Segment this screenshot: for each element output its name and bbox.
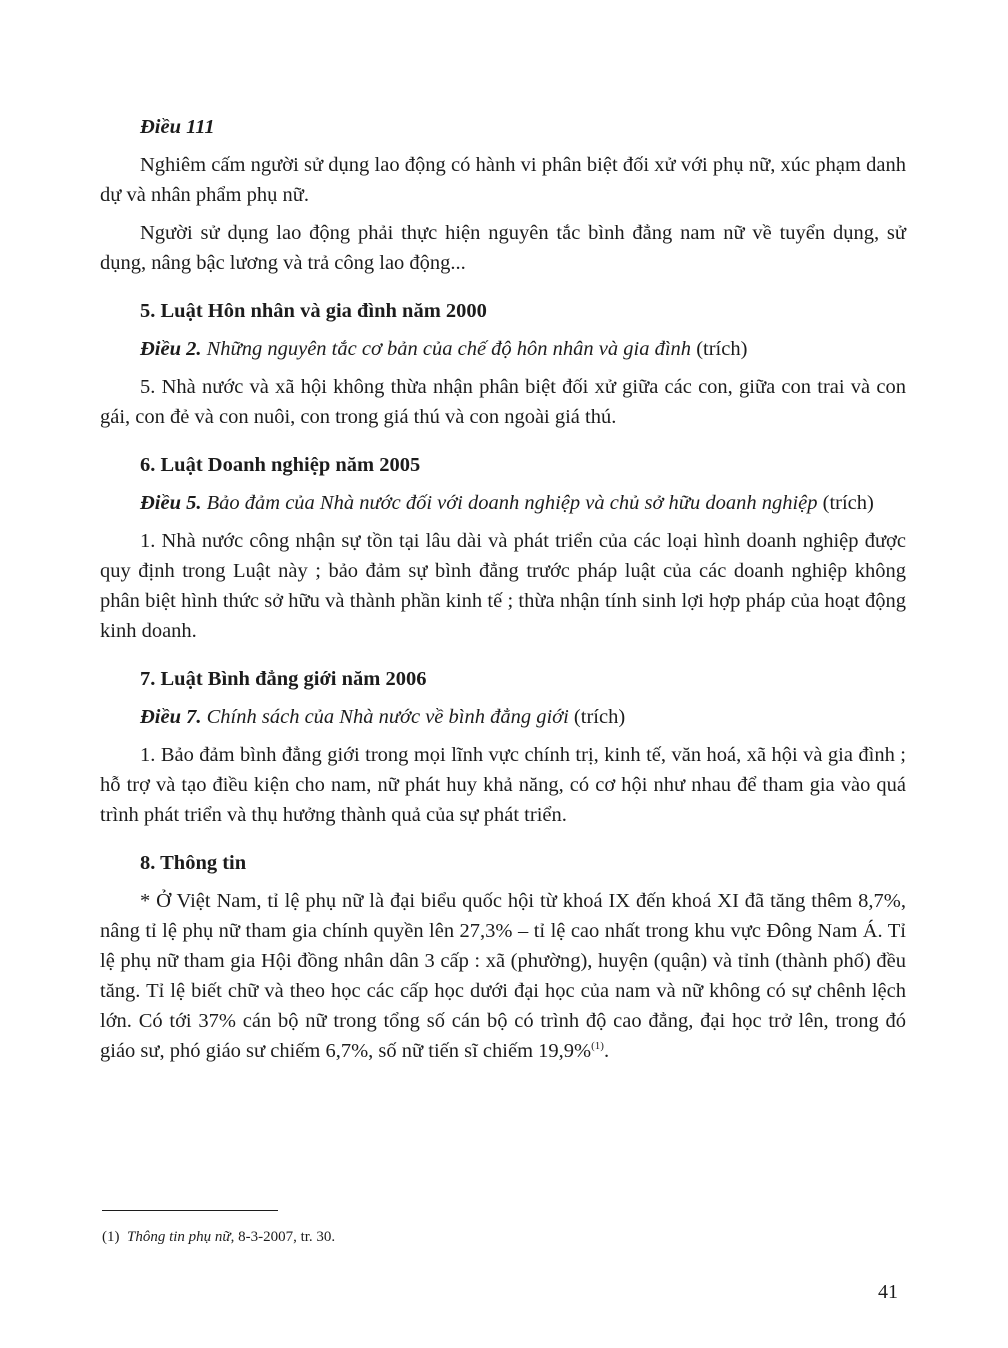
- footnote-source: Thông tin phụ nữ: [127, 1229, 231, 1245]
- section-5-heading: 5. Luật Hôn nhân và gia đình năm 2000: [140, 300, 487, 322]
- footnote-reference: (1): [591, 1040, 604, 1053]
- section-6-article-label: Điều 5.: [140, 492, 202, 514]
- page-number: 41: [878, 1281, 898, 1303]
- section-7-article-title: [100, 702, 906, 732]
- section-8-paragraph-1: [100, 886, 906, 1066]
- section-6-heading: 6. Luật Doanh nghiệp năm 2005: [140, 454, 421, 476]
- section-5-paragraph-1: 5. Nhà nước và xã hội không thừa nhận phân biệt đối xử giữa các con, giữa con trai và con gái, con đẻ và con nuôi, con trong giá thú và con ngoài giá thú.: [100, 376, 906, 428]
- section-7-article-name: Chính sách của Nhà nước về bình đẳng giới: [201, 706, 569, 728]
- section-5-article-label: Điều 2.: [140, 338, 202, 360]
- footnote-divider: [102, 1210, 278, 1211]
- section-8-paragraph-end: .: [603, 1040, 610, 1062]
- section-6-article-name: Bảo đảm của Nhà nước đối với doanh nghiệp và chủ sở hữu doanh nghiệp: [201, 492, 818, 514]
- footnote-details: , 8-3-2007, tr. 30.: [230, 1229, 336, 1245]
- section-5-article-title: [100, 334, 906, 364]
- section-7-article-suffix: (trích): [568, 706, 626, 728]
- section-8-heading: 8. Thông tin: [140, 852, 247, 874]
- section-7-paragraph-1: 1. Bảo đảm bình đẳng giới trong mọi lĩnh vực chính trị, kinh tế, văn hoá, xã hội và gia đình ; hỗ trợ và tạo điều kiện cho nam, nữ phát huy khả năng, có cơ hội như nhau để tham gia vào quá trình phát triển và thụ hưởng thành quả của sự phát triển.: [100, 744, 906, 826]
- section-7-article-label: Điều 7.: [140, 706, 202, 728]
- section-6-article-suffix: (trích): [817, 492, 874, 514]
- section-6-paragraph-1: 1. Nhà nước công nhận sự tồn tại lâu dài và phát triển của các loại hình doanh nghiệp được quy định trong Luật này ; bảo đảm sự bình đẳng trước pháp luật của các doanh nghiệp không phân biệt hình thức sở hữu và thành phần kinh tế ; thừa nhận tính sinh lợi hợp pháp của hoạt động kinh doanh.: [100, 530, 906, 642]
- page-body: [100, 112, 906, 1066]
- footnote: [102, 1227, 335, 1247]
- section-5-article-suffix: (trích): [691, 338, 748, 360]
- article-111-title: Điều 111: [140, 116, 215, 138]
- section-5-article-name: Những nguyên tắc cơ bản của chế độ hôn nhân và gia đình: [201, 338, 692, 360]
- section-6-article-title: [100, 488, 906, 518]
- section-8-paragraph-text: * Ở Việt Nam, tỉ lệ phụ nữ là đại biểu quốc hội từ khoá IX đến khoá XI đã tăng thêm 8,7%, nâng tỉ lệ phụ nữ tham gia chính quyền lên 27,3% – tỉ lệ cao nhất trong khu vực Đông Nam Á. Tỉ lệ phụ nữ tham gia Hội đồng nhân dân 3 cấp : xã (phường), huyện (quận) và tỉnh (thành phố) đều tăng. Tỉ lệ biết chữ và theo học các cấp học dưới đại học của nam và nữ không có sự chênh lệch lớn. Có tới 37% cán bộ nữ trong tổng số cán bộ có trình độ cao đẳng, đại học trở lên, trong đó giáo sư, phó giáo sư chiếm 6,7%, số nữ tiến sĩ chiếm 19,9%: [100, 890, 906, 1062]
- section-7-heading: 7. Luật Bình đẳng giới năm 2006: [140, 668, 427, 690]
- article-111-paragraph-2: Người sử dụng lao động phải thực hiện nguyên tắc bình đẳng nam nữ về tuyển dụng, sử dụng, nâng bậc lương và trả công lao động...: [100, 222, 906, 274]
- article-111-paragraph-1: Nghiêm cấm người sử dụng lao động có hành vi phân biệt đối xử với phụ nữ, xúc phạm danh dự và nhân phẩm phụ nữ.: [100, 154, 906, 206]
- footnote-marker: (1): [102, 1229, 120, 1245]
